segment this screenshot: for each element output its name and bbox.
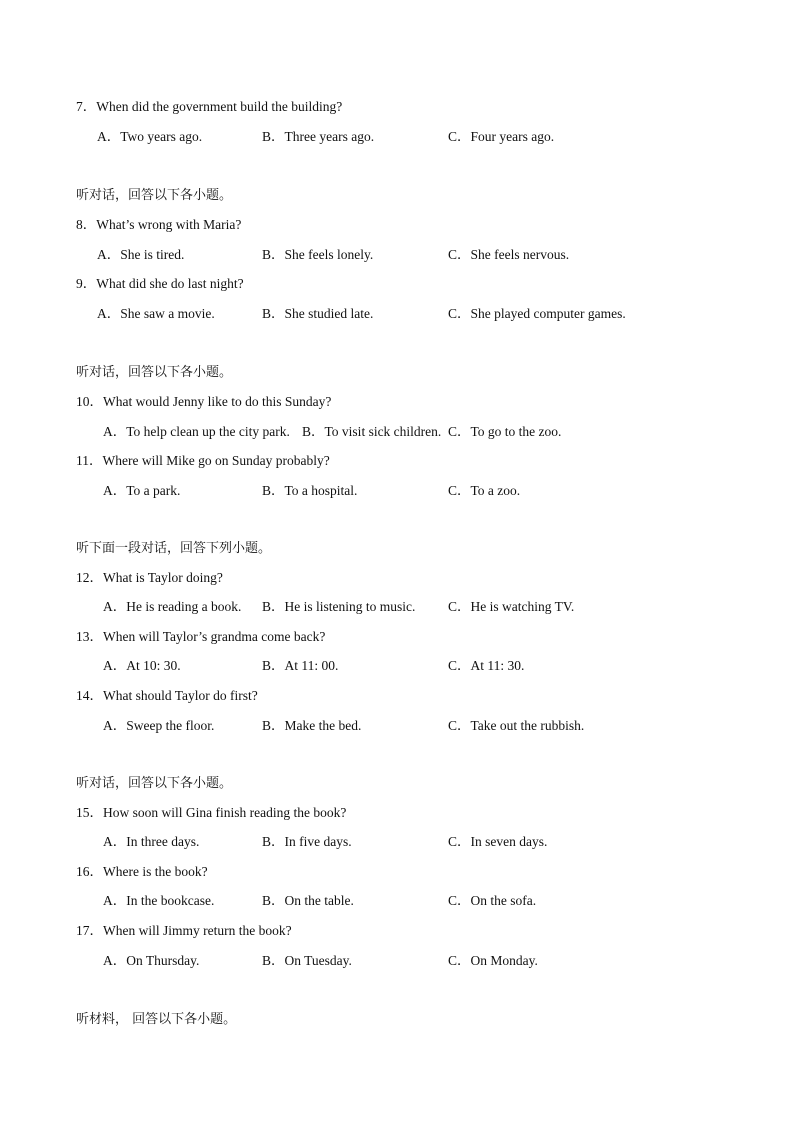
option-c: C．Four years ago. xyxy=(448,129,555,144)
option-b: B．At 11: 00. xyxy=(262,658,339,673)
option-a: A．To help clean up the city park. xyxy=(103,424,290,439)
option-a: A．Two years ago. xyxy=(97,129,203,144)
option-b: B．Make the bed. xyxy=(262,718,362,733)
question-text: What would Jenny like to do this Sunday? xyxy=(103,394,332,409)
question-15 xyxy=(76,804,346,822)
question-number: 12． xyxy=(76,570,103,585)
question-16 xyxy=(76,863,208,881)
option-c: C．She played computer games. xyxy=(448,306,626,321)
option-b: B．To a hospital. xyxy=(262,483,358,498)
question-text: Where is the book? xyxy=(103,864,208,879)
question-text: When will Taylor’s grandma come back? xyxy=(103,629,326,644)
section-instruction: 听对话，回答以下各小题。 xyxy=(76,365,233,380)
question-text: What is Taylor doing? xyxy=(103,570,223,585)
option-a: A．She saw a movie. xyxy=(97,306,215,321)
option-c: C．At 11: 30. xyxy=(448,658,525,673)
question-number: 16． xyxy=(76,864,103,879)
section-instruction: 听对话，回答以下各小题。 xyxy=(76,776,233,791)
option-b: B．In five days. xyxy=(262,834,352,849)
section-instruction: 听材料， 回答以下各小题。 xyxy=(76,1012,237,1027)
question-12 xyxy=(76,569,223,587)
question-number: 8． xyxy=(76,217,97,232)
option-b: B．On Tuesday. xyxy=(262,953,352,968)
question-number: 11． xyxy=(76,453,103,468)
option-a: A．In the bookcase. xyxy=(103,893,215,908)
option-c: C．He is watching TV. xyxy=(448,599,575,614)
option-b: B．He is listening to music. xyxy=(262,599,416,614)
question-number: 9． xyxy=(76,276,97,291)
question-10 xyxy=(76,393,331,411)
question-13 xyxy=(76,628,325,646)
question-text: Where will Mike go on Sunday probably? xyxy=(102,453,330,468)
question-number: 7． xyxy=(76,99,97,114)
question-9 xyxy=(76,275,244,293)
option-b: B．Three years ago. xyxy=(262,129,375,144)
question-text: What’s wrong with Maria? xyxy=(96,217,242,232)
question-7 xyxy=(76,98,342,116)
question-text: What did she do last night? xyxy=(96,276,244,291)
question-text: What should Taylor do first? xyxy=(103,688,258,703)
option-a: A．In three days. xyxy=(103,834,200,849)
option-c: C．To a zoo. xyxy=(448,483,521,498)
question-8 xyxy=(76,216,241,234)
option-c: C．She feels nervous. xyxy=(448,247,570,262)
option-a: A．To a park. xyxy=(103,483,181,498)
question-17 xyxy=(76,922,292,940)
option-c: C．Take out the rubbish. xyxy=(448,718,585,733)
option-c: C．To go to the zoo. xyxy=(448,424,562,439)
question-11 xyxy=(76,452,330,470)
option-c: C．In seven days. xyxy=(448,834,548,849)
option-b: B．To visit sick children. xyxy=(302,424,442,439)
option-b: B．She feels lonely. xyxy=(262,247,374,262)
question-text: How soon will Gina finish reading the book? xyxy=(103,805,347,820)
question-number: 10． xyxy=(76,394,103,409)
option-c: C．On Monday. xyxy=(448,953,538,968)
question-number: 14． xyxy=(76,688,103,703)
question-number: 13． xyxy=(76,629,103,644)
question-number: 17． xyxy=(76,923,103,938)
option-a: A．He is reading a book. xyxy=(103,599,242,614)
option-a: A．On Thursday. xyxy=(103,953,200,968)
question-text: When did the government build the building? xyxy=(96,99,343,114)
question-text: When will Jimmy return the book? xyxy=(103,923,292,938)
question-14 xyxy=(76,687,258,705)
option-b: B．She studied late. xyxy=(262,306,374,321)
option-a: A．She is tired. xyxy=(97,247,185,262)
option-c: C．On the sofa. xyxy=(448,893,537,908)
option-a: A．At 10: 30. xyxy=(103,658,181,673)
option-b: B．On the table. xyxy=(262,893,354,908)
section-instruction: 听对话，回答以下各小题。 xyxy=(76,188,233,203)
option-a: A．Sweep the floor. xyxy=(103,718,215,733)
section-instruction: 听下面一段对话，回答下列小题。 xyxy=(76,541,272,556)
question-number: 15． xyxy=(76,805,103,820)
